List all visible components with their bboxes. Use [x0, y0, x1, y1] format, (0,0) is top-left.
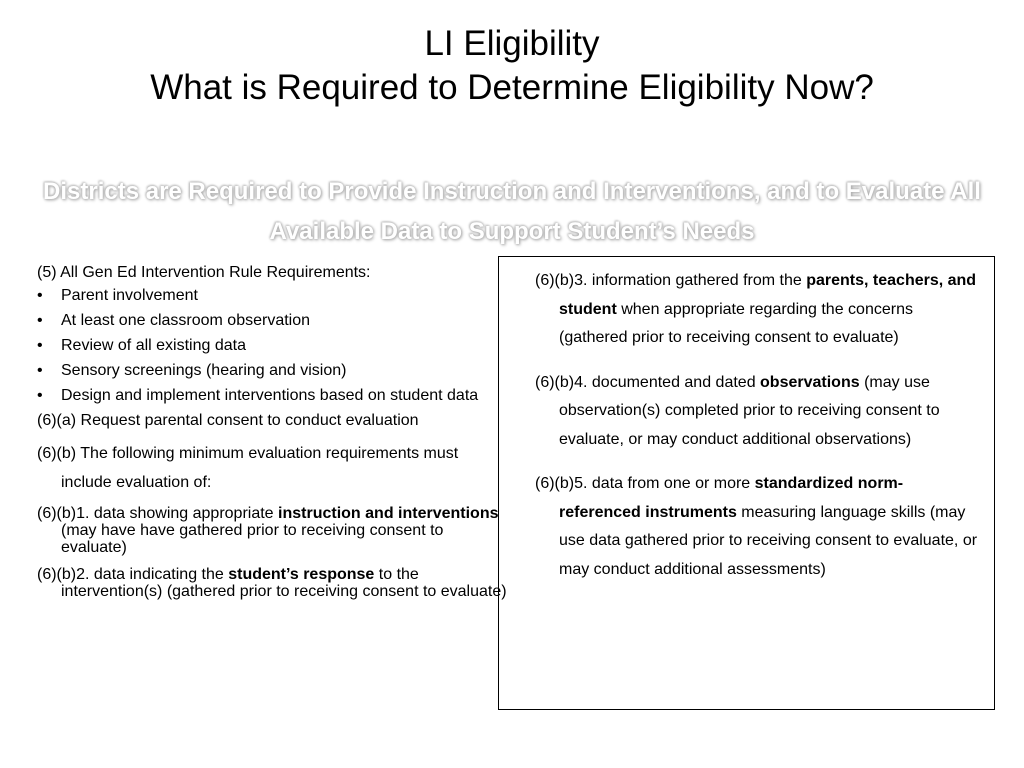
text-span: (6)(b)1. data showing appropriate: [37, 505, 279, 522]
text-span: measuring language skills (may use data gathered prior to receiving consent to evaluate, or may conduct additional assessments): [559, 503, 978, 578]
paragraph-6a: (6)(a) Request parental consent to conduct evaluation: [37, 412, 419, 429]
list-item: • Review of all existing data: [37, 337, 507, 354]
paragraph-6b1: [37, 505, 507, 556]
bold-text: parents, teachers, and student: [559, 272, 977, 318]
list-item: • Design and implement interventions based on student data: [37, 387, 507, 404]
paragraph-6b3: [535, 267, 984, 353]
title-line-2: What is Required to Determine Eligibility Now?: [150, 68, 874, 107]
bold-text: instruction and interventions: [278, 505, 499, 522]
text-span: (6)(b)3. information gathered from the: [535, 272, 807, 289]
title-line-1: LI Eligibility: [424, 24, 600, 63]
requirements-list: [37, 287, 507, 404]
text-span: (may have have gathered prior to receiving consent to evaluate): [61, 522, 444, 556]
text-span: when appropriate regarding the concerns (gathered prior to receiving consent to evaluate): [559, 300, 913, 346]
list-item: • Parent involvement: [37, 287, 507, 304]
text-span: to the intervention(s) (gathered prior to receiving consent to evaluate): [61, 566, 507, 600]
bold-text: observations: [760, 373, 860, 391]
paragraph-6b: (6)(b) The following minimum evaluation requirements must include evaluation of:: [37, 445, 459, 491]
paragraph-6b4: [535, 369, 984, 455]
intro-heading: (5) All Gen Ed Intervention Rule Requirements:: [37, 264, 371, 281]
text-span: (may use observation(s) completed prior to receiving consent to evaluate, or may conduct additional observations): [559, 373, 940, 448]
bold-text: standardized norm-referenced instruments: [559, 475, 904, 521]
paragraph-6b5: [535, 470, 984, 584]
text-span: (6)(b)4. documented and dated: [535, 373, 761, 391]
bold-text: student’s response: [228, 566, 375, 583]
slide-title: [0, 22, 1024, 110]
text-span: (6)(b)2. data indicating the: [37, 566, 229, 583]
list-item: • Sensory screenings (hearing and vision): [37, 362, 507, 379]
paragraph-6b2: [37, 566, 507, 600]
left-content: [37, 264, 507, 610]
slide-subtitle: Districts are Required to Provide Instruction and Interventions, and to Evaluate All Available Data to Support Student’s Needs: [43, 178, 981, 245]
list-item: • At least one classroom observation: [37, 312, 507, 329]
right-content-box: [498, 256, 995, 710]
text-span: (6)(b)5. data from one or more: [535, 475, 755, 492]
